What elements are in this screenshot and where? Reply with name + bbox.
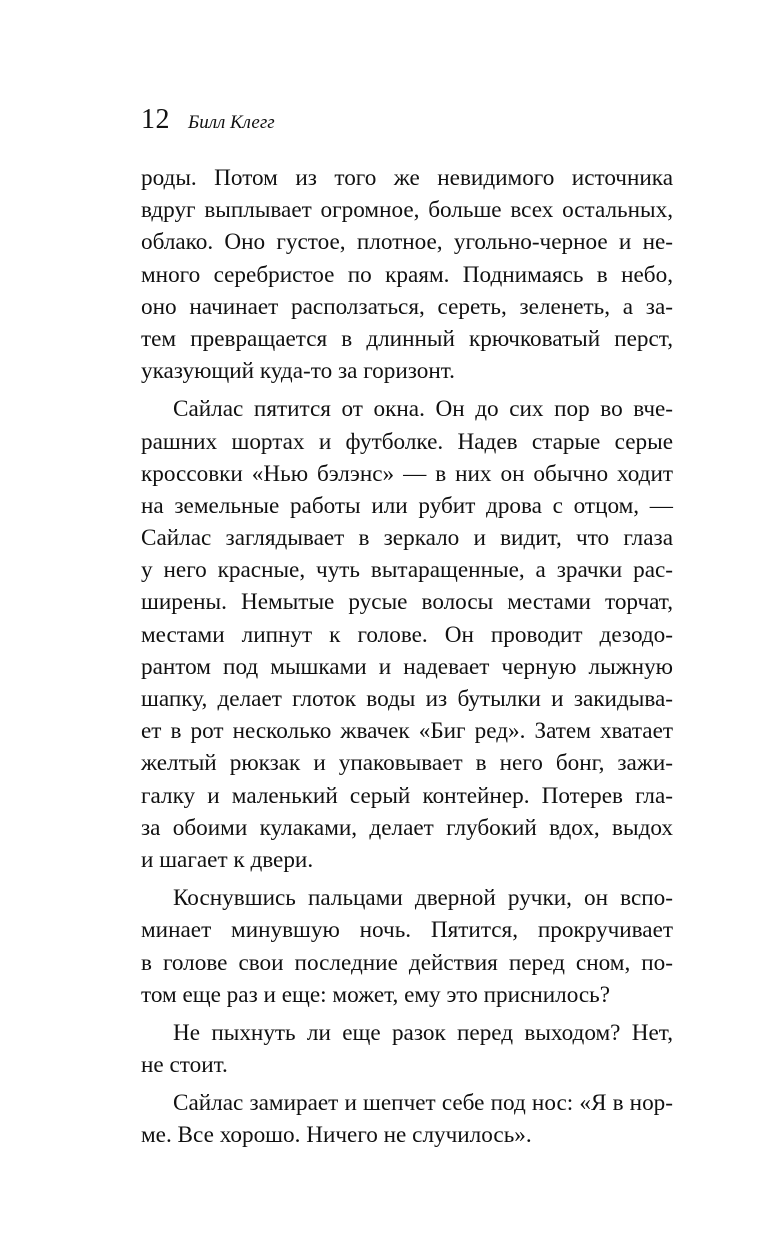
- text-line: тем превращается в длинный крючковатый перст,: [141, 325, 673, 352]
- text-line: кроссовки «Нью бэлэнс» — в них он обычно ходит: [141, 460, 673, 487]
- text-line: местами липнут к голове. Он проводит дезодо-: [141, 621, 673, 648]
- text-line: вдруг выплывает огромное, больше всех остальных,: [141, 197, 673, 224]
- text-line: облако. Оно густое, плотное, угольно-черное и не-: [141, 229, 673, 256]
- text-line: на земельные работы или рубит дрова с отцом, —: [141, 492, 673, 519]
- text-line: у него красные, чуть вытаращенные, а зрачки рас-: [141, 557, 673, 584]
- text-line: минает минувшую ночь. Пятится, прокручивает: [141, 917, 673, 944]
- text-line: и шагает к двери.: [141, 846, 314, 873]
- text-line: за обоими кулаками, делает глубокий вдох, выдох: [141, 814, 673, 841]
- paragraph: [141, 1087, 673, 1151]
- text-line: Не пыхнуть ли еще разок перед выходом? Нет,: [173, 1019, 673, 1046]
- paragraph: [141, 1017, 673, 1081]
- text-line: желтый рюкзак и упаковывает в него бонг, зажи-: [141, 750, 673, 777]
- paragraph: [141, 393, 673, 876]
- text-line: ет в рот несколько жвачек «Биг ред». Затем хватает: [141, 718, 673, 745]
- page-header: [141, 104, 275, 144]
- text-line: в голове свои последние действия перед сном, по-: [141, 949, 673, 976]
- paragraph: [141, 882, 673, 1011]
- text-line: том еще раз и еще: может, ему это приснилось?: [141, 981, 611, 1008]
- text-line: Сайлас замирает и шепчет себе под нос: «Я в нор-: [173, 1090, 673, 1117]
- text-line: указующий куда-то за горизонт.: [141, 358, 455, 385]
- running-head-author: Билл Клегг: [188, 112, 275, 133]
- text-line: оно начинает расползаться, сереть, зеленеть, а за-: [141, 293, 673, 320]
- text-line: ширены. Немытые русые волосы местами торчат,: [141, 589, 673, 616]
- body-text: [141, 162, 673, 1152]
- text-line: роды. Потом из того же невидимого источника: [141, 165, 673, 191]
- text-line: ме. Все хорошо. Ничего не случилось».: [141, 1122, 532, 1149]
- text-line: рашних шортах и футболке. Надев старые серые: [141, 428, 673, 455]
- text-line: Коснувшись пальцами дверной ручки, он вспо-: [173, 885, 673, 912]
- paragraph: [141, 162, 673, 387]
- page-number: 12: [141, 104, 170, 135]
- text-line: не стоит.: [141, 1052, 228, 1079]
- text-line: рантом под мышками и надевает черную лыжную: [141, 653, 673, 680]
- text-line: шапку, делает глоток воды из бутылки и закидыва-: [141, 686, 673, 712]
- text-line: Сайлас заглядывает в зеркало и видит, что глаза: [141, 525, 673, 552]
- text-line: галку и маленький серый контейнер. Потерев гла-: [141, 782, 673, 809]
- text-line: Сайлас пятится от окна. Он до сих пор во вче-: [173, 396, 673, 423]
- text-line: много серебристое по краям. Поднимаясь в небо,: [141, 261, 673, 288]
